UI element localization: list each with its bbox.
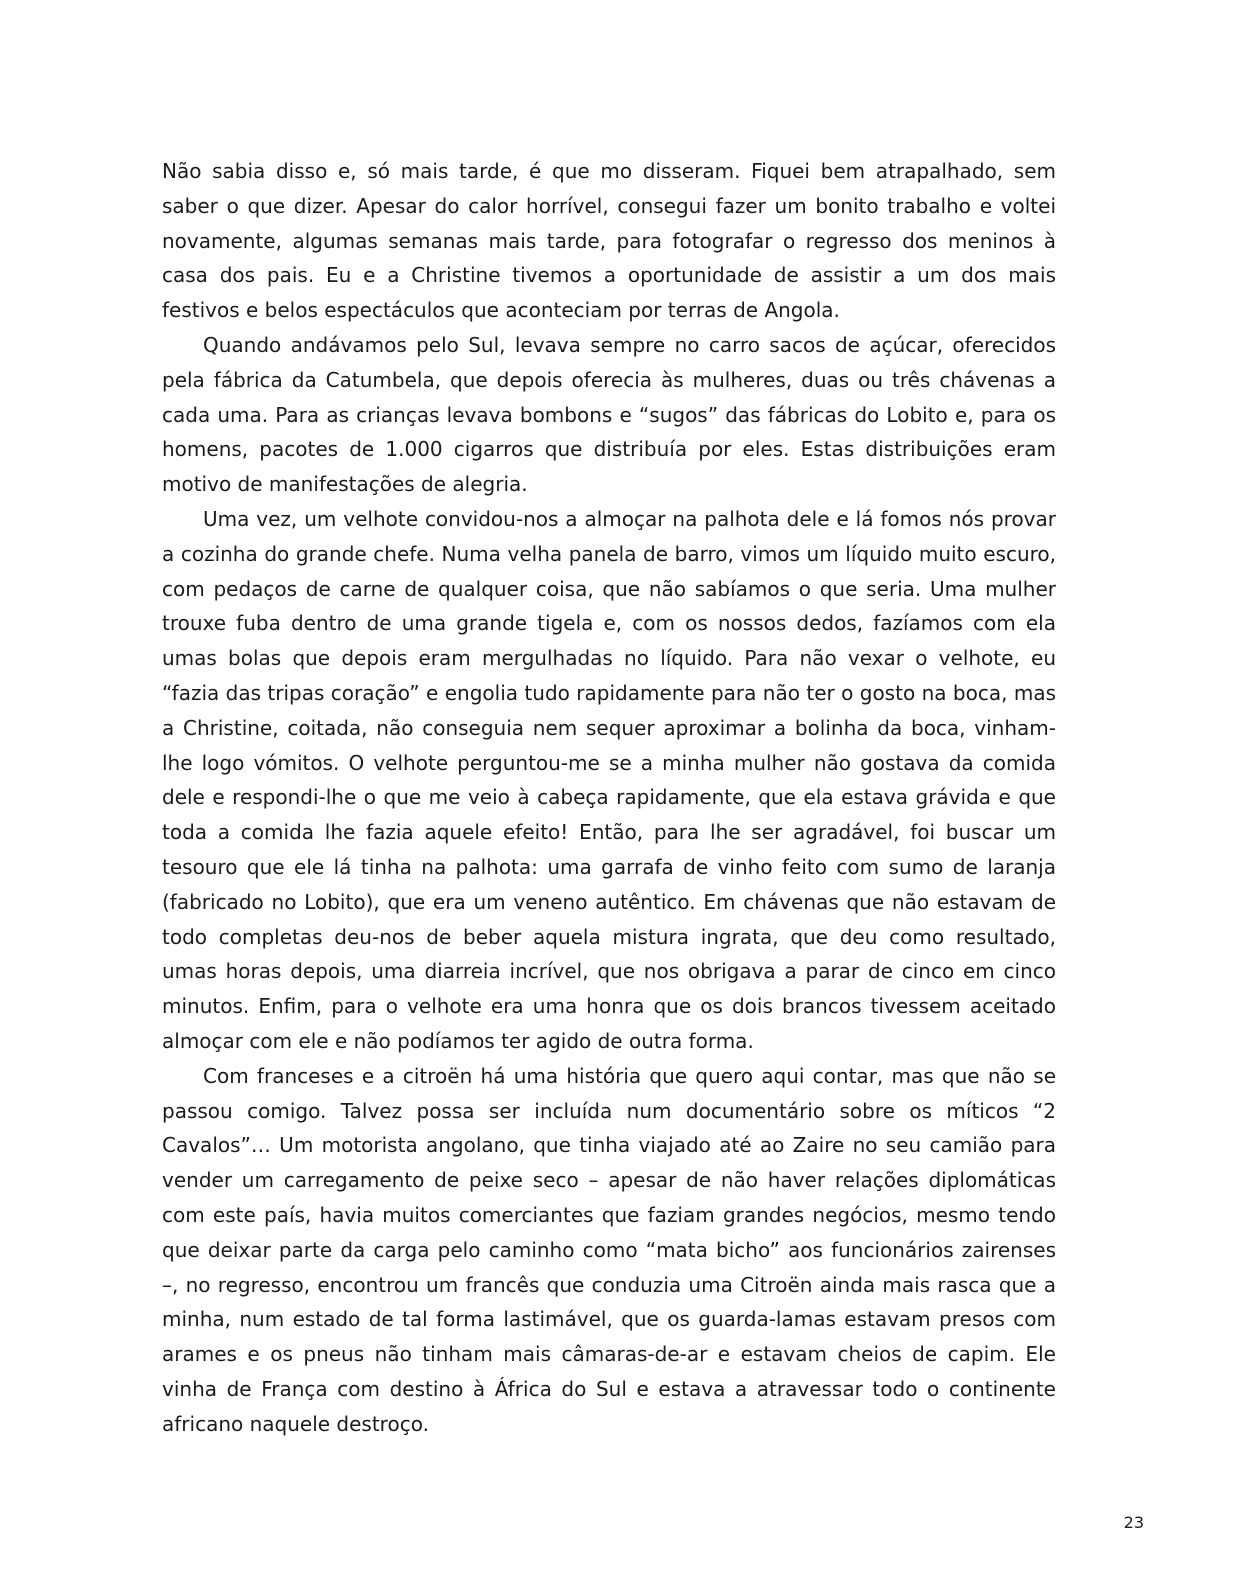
paragraph-4: Com franceses e a citroën há uma história que quero aqui contar, mas que não se passou comigo. Talvez possa ser incluída num documentário sobre os míticos “2 Cavalos”… Um motorista angolano, que tinha viajado até ao Zaire no seu camião para vender um carregamento de peixe seco – apesar de não haver relações diplomáticas com este país, havia muitos comerciantes que faziam grandes negócios, mesmo tendo que deixar parte da carga pelo caminho como “mata bicho” aos funcionários zairenses –, no regresso, encontrou um francês que conduzia uma Citroën ainda mais rasca que a minha, num estado de tal forma lastimável, que os guarda-lamas estavam presos com arames e os pneus não tinham mais câmaras-de-ar e estavam cheios de capim. Ele vinha de França com destino à África do Sul e estava a atravessar todo o continente africano naquele destroço. [162, 1063, 1056, 1436]
body-text [162, 154, 1056, 1441]
page-number: 23 [1123, 1513, 1144, 1532]
paragraph-3: Uma vez, um velhote convidou-nos a almoçar na palhota dele e lá fomos nós provar a cozinha do grande chefe. Numa velha panela de barro, vimos um líquido muito escuro, com pedaços de carne de qualquer coisa, que não sabíamos o que seria. Uma mulher trouxe fuba dentro de uma grande tigela e, com os nossos dedos, fazíamos com ela umas bolas que depois eram mergulhadas no líquido. Para não vexar o velhote, eu “fazia das tripas coração” e engolia tudo rapidamente para não ter o gosto na boca, mas a Christine, coitada, não conseguia nem sequer aproximar a bolinha da boca, vinham-lhe logo vómitos. O velhote perguntou-me se a minha mulher não gostava da comida dele e respondi-lhe o que me veio à cabeça rapidamente, que ela estava grávida e que toda a comida lhe fazia aquele efeito! Então, para lhe ser agradável, foi buscar um tesouro que ele lá tinha na palhota: uma garrafa de vinho feito com sumo de laranja (fabricado no Lobito), que era um veneno autêntico. Em chávenas que não estavam de todo completas deu-nos de beber aquela mistura ingrata, que deu como resultado, umas horas depois, uma diarreia incrível, que nos obrigava a parar de cinco em cinco minutos. Enfim, para o velhote era uma honra que os dois brancos tivessem aceitado almoçar com ele e não podíamos ter agido de outra forma. [162, 506, 1056, 1053]
paragraph-2: Quando andávamos pelo Sul, levava sempre no carro sacos de açúcar, oferecidos pela fábrica da Catumbela, que depois oferecia às mulheres, duas ou três chávenas a cada uma. Para as crianças levava bombons e “sugos” das fábricas do Lobito e, para os homens, pacotes de 1.000 cigarros que distribuía por eles. Estas distribuições eram motivo de manifestações de alegria. [162, 332, 1056, 497]
paragraph-1: Não sabia disso e, só mais tarde, é que mo disseram. Fiquei bem atrapalhado, sem saber o que dizer. Apesar do calor horrível, consegui fazer um bonito trabalho e voltei novamente, algumas semanas mais tarde, para fotografar o regresso dos meninos à casa dos pais. Eu e a Christine tivemos a oportunidade de assistir a um dos mais festivos e belos espectáculos que aconteciam por terras de Angola. [162, 159, 1056, 323]
